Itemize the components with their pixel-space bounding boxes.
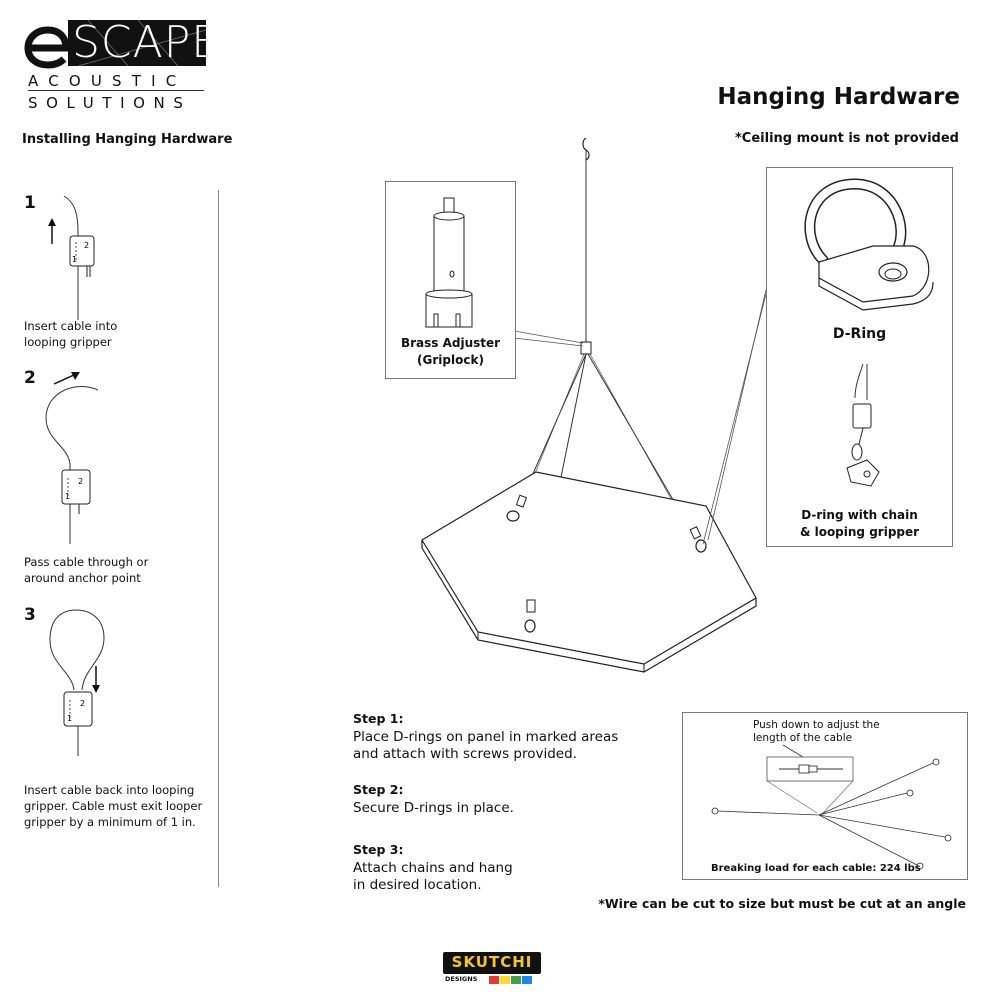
step-1-number: 1	[24, 193, 36, 213]
step-3-caption-line-2: gripper. Cable must exit looper	[24, 799, 203, 813]
cable-adjust-note-line-1: Push down to adjust the	[753, 719, 880, 731]
cable-adjust-note-line-2: length of the cable	[753, 732, 853, 744]
step-2-number: 2	[24, 368, 36, 388]
instruction-step-3-line-1: Attach chains and hang	[353, 860, 513, 876]
ceiling-mount-note: *Ceiling mount is not provided	[735, 131, 959, 146]
instruction-step-3-line-2: in desired location.	[353, 877, 482, 893]
d-ring-chain-label-line-1: D-ring with chain	[801, 508, 918, 522]
d-ring-label: D-Ring	[832, 326, 887, 342]
d-ring-box	[766, 167, 953, 547]
instruction-step-1-line-2: and attach with screws provided.	[353, 746, 577, 762]
instruction-step-3	[353, 842, 653, 894]
section-title: Installing Hanging Hardware	[22, 132, 233, 147]
skutchi-color-yellow	[500, 976, 510, 984]
d-ring-chain-label	[767, 507, 952, 541]
step-1-caption-line-2: looping gripper	[24, 335, 112, 349]
d-ring-chain-label-line-2: & looping gripper	[799, 525, 920, 539]
instruction-step-2-line-1: Secure D-rings in place.	[353, 800, 514, 816]
brass-adjuster-label-line-1: Brass Adjuster	[400, 336, 501, 350]
instruction-step-1	[353, 711, 653, 763]
instruction-step-3-heading: Step 3:	[353, 842, 404, 857]
instruction-step-2-heading: Step 2:	[353, 782, 404, 797]
step-1-mark-2: 2	[84, 241, 90, 250]
breaking-load-label: Breaking load for each cable: 224 lbs	[711, 863, 921, 874]
skutchi-wordmark: SKUTCHI	[451, 953, 533, 971]
step-2-mark-2: 2	[78, 477, 84, 486]
step-2-mark-1: 1	[65, 492, 71, 501]
brass-adjuster-box	[385, 181, 516, 379]
skutchi-color-red	[489, 976, 499, 984]
cable-kit-box	[682, 712, 968, 880]
skutchi-designs-text: DESIGNS	[445, 975, 478, 983]
wire-cut-note: *Wire can be cut to size but must be cut at an angle	[598, 896, 966, 911]
instruction-step-2	[353, 782, 653, 817]
step-1-mark-1: 1	[72, 255, 78, 264]
brass-adjuster-label	[386, 335, 515, 369]
step-2-caption-line-1: Pass cable through or	[24, 555, 149, 569]
brass-adjuster-label-line-2: (Griplock)	[417, 353, 484, 367]
logo-line-acoustic: ACOUSTIC	[28, 72, 187, 90]
skutchi-logo	[443, 952, 541, 986]
step-3-mark-1: 1	[67, 714, 73, 723]
step-3-number: 3	[24, 605, 36, 625]
instruction-step-1-heading: Step 1:	[353, 711, 404, 726]
skutchi-color-green	[511, 976, 521, 984]
step-3-caption-line-3: gripper by a minimum of 1 in.	[24, 815, 196, 829]
logo-wordmark: SCAPE	[72, 17, 221, 68]
logo-line-solutions: SOLUTIONS	[28, 94, 192, 112]
step-1-caption-line-1: Insert cable into	[24, 319, 118, 333]
step-3-caption-line-1: Insert cable back into looping	[24, 783, 195, 797]
cable-kit-illustration	[683, 713, 967, 879]
step-3-mark-2: 2	[80, 699, 86, 708]
page-title: Hanging Hardware	[717, 84, 960, 110]
d-ring-icon	[793, 176, 943, 316]
d-ring-chain-gripper-icon	[837, 364, 897, 504]
griplock-icon	[414, 196, 486, 331]
instruction-step-1-line-1: Place D-rings on panel in marked areas	[353, 729, 619, 745]
skutchi-color-blue	[522, 976, 532, 984]
step-2-caption-line-2: around anchor point	[24, 571, 141, 585]
